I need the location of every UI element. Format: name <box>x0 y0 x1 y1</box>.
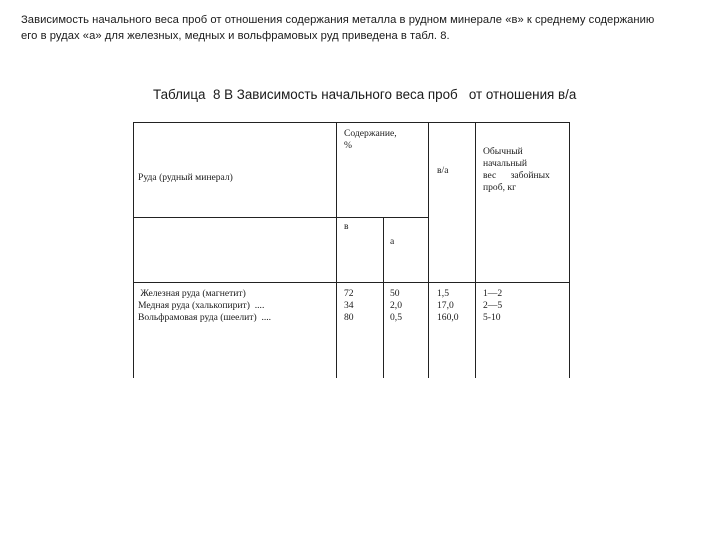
header-weight-line2: начальный <box>483 158 528 169</box>
table-caption: Таблица 8 В Зависимость начального веса проб от отношения в/а <box>153 87 577 102</box>
intro-line-2: его в рудах «а» для железных, медных и вольфрамовых руд приведена в табл. 8. <box>21 30 450 42</box>
header-ore: Руда (рудный минерал) <box>138 172 233 183</box>
column-divider-1 <box>336 122 337 378</box>
table-row-1-ratio: 1,5 <box>437 288 449 299</box>
table-row-3-ore: Вольфрамовая руда (шеелит) .... <box>138 312 272 323</box>
subheader-divider <box>133 282 570 283</box>
table-row-3-a: 0,5 <box>390 312 402 323</box>
table-top-border <box>133 122 570 123</box>
header-b: в <box>344 221 349 232</box>
table-row-1-ore: Железная руда (магнетит) <box>138 288 246 299</box>
column-divider-2 <box>383 217 384 378</box>
table-row-3-ratio: 160,0 <box>437 312 459 323</box>
table-row-2-ratio: 17,0 <box>437 300 454 311</box>
table-row-2-ore: Медная руда (халькопирит) .... <box>138 300 265 311</box>
table-row-1-a: 50 <box>390 288 400 299</box>
table-row-3-weight: 5-10 <box>483 312 501 323</box>
table-row-2-weight: 2—5 <box>483 300 503 311</box>
header-content-line1: Содержание, <box>344 128 397 139</box>
column-divider-3 <box>428 122 429 378</box>
header-ratio: в/а <box>437 165 449 176</box>
table-left-border <box>133 122 134 378</box>
header-content-line2: % <box>344 140 352 151</box>
header-weight-line4: проб, кг <box>483 182 517 193</box>
table-right-border <box>569 122 570 378</box>
table-row-3-b: 80 <box>344 312 354 323</box>
table-row-2-b: 34 <box>344 300 354 311</box>
header-a: а <box>390 236 395 247</box>
header-weight-line1: Обычный <box>483 146 523 157</box>
header-weight-line3: вес забойных <box>483 170 550 181</box>
column-divider-4 <box>475 122 476 378</box>
table-row-1-b: 72 <box>344 288 354 299</box>
table-row-2-a: 2,0 <box>390 300 402 311</box>
table-row-1-weight: 1—2 <box>483 288 503 299</box>
intro-line-1: Зависимость начального веса проб от отношения содержания металла в рудном минерале «в» к среднему содержанию <box>21 14 655 26</box>
